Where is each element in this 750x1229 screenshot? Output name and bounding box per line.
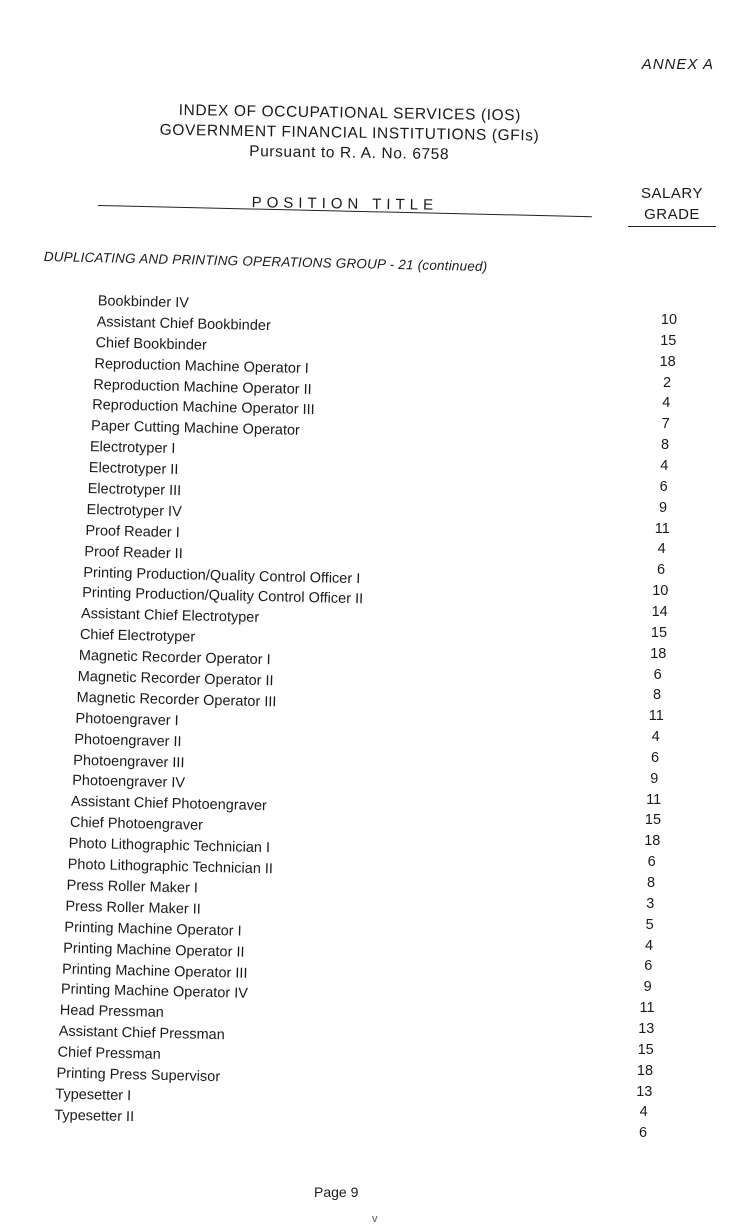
position-name: Magnetic Recorder Operator I bbox=[78, 648, 271, 669]
position-name: Proof Reader II bbox=[84, 543, 183, 562]
position-name: Assistant Chief Pressman bbox=[58, 1023, 225, 1044]
salary-grade-rule bbox=[628, 226, 716, 227]
salary-grade-value: 6 bbox=[638, 1125, 648, 1142]
salary-grade-value: 13 bbox=[638, 1020, 655, 1037]
position-name: Chief Pressman bbox=[57, 1044, 161, 1063]
salary-grade-heading bbox=[628, 183, 716, 225]
position-name: Paper Cutting Machine Operator bbox=[90, 418, 301, 440]
position-title-heading: POSITION TITLE bbox=[251, 194, 439, 214]
salary-grade-value: 15 bbox=[637, 1041, 654, 1058]
position-name: Photoengraver II bbox=[74, 731, 182, 750]
position-name: Printing Press Supervisor bbox=[56, 1065, 221, 1086]
salary-grade-value: 13 bbox=[636, 1083, 653, 1100]
salary-grade-value: 15 bbox=[650, 624, 668, 641]
position-name: Electrotyper III bbox=[87, 481, 182, 500]
position-name: Reproduction Machine Operator III bbox=[92, 397, 315, 419]
position-name: Reproduction Machine Operator I bbox=[94, 355, 309, 377]
salary-grade-value: 4 bbox=[657, 541, 666, 558]
header-line-2: GOVERNMENT FINANCIAL INSTITUTIONS (GFIs) bbox=[159, 121, 540, 145]
position-name: Chief Electrotyper bbox=[79, 627, 196, 646]
salary-grade-value: 9 bbox=[650, 770, 659, 787]
salary-grade-value: 3 bbox=[646, 895, 655, 912]
position-name: Photo Lithographic Technician II bbox=[67, 856, 274, 878]
header-line-1: INDEX OF OCCUPATIONAL SERVICES (IOS) bbox=[178, 101, 522, 125]
salary-grade-value: 6 bbox=[659, 478, 668, 495]
salary-grade-value: 6 bbox=[653, 666, 662, 683]
position-name: Printing Machine Operator II bbox=[63, 940, 245, 961]
salary-grade-value: 18 bbox=[650, 645, 667, 662]
document-header bbox=[119, 100, 580, 167]
salary-grade-value: 11 bbox=[654, 520, 670, 537]
header-line-3: Pursuant to R. A. No. 6758 bbox=[249, 143, 450, 164]
position-name: Reproduction Machine Operator II bbox=[93, 376, 312, 398]
position-name: Chief Photoengraver bbox=[69, 814, 204, 835]
salary-grade-value: 2 bbox=[662, 374, 672, 391]
salary-grade-value: 18 bbox=[644, 833, 661, 850]
position-name: Typesetter II bbox=[54, 1107, 135, 1125]
position-name: Electrotyper I bbox=[89, 439, 176, 458]
position-name: Bookbinder IV bbox=[97, 293, 190, 312]
position-name: Proof Reader I bbox=[85, 522, 180, 541]
salary-grade-value: 6 bbox=[650, 749, 660, 766]
salary-grade-value: 6 bbox=[647, 854, 656, 871]
annex-label: ANNEX A bbox=[641, 56, 714, 73]
page-number: Page 9 bbox=[314, 1184, 359, 1200]
position-name: Photoengraver III bbox=[73, 752, 185, 771]
position-name: Typesetter I bbox=[55, 1086, 132, 1105]
salary-grade-value: 15 bbox=[660, 332, 677, 349]
salary-grade-value: 10 bbox=[660, 312, 678, 328]
position-name: Electrotyper IV bbox=[86, 501, 182, 521]
salary-grade-value: 9 bbox=[658, 499, 668, 516]
position-name: Magnetic Recorder Operator III bbox=[76, 689, 277, 711]
salary-grade-value: 7 bbox=[661, 416, 670, 433]
position-name: Assistant Chief Electrotyper bbox=[80, 606, 260, 627]
salary-grade-value: 4 bbox=[662, 395, 671, 412]
salary-grade-value: 4 bbox=[639, 1104, 648, 1121]
salary-grade-value: 8 bbox=[652, 687, 662, 704]
group-heading: DUPLICATING AND PRINTING OPERATIONS GROUP - 21 (continued) bbox=[43, 249, 488, 275]
salary-grade-value: 4 bbox=[651, 729, 660, 745]
position-name: Printing Machine Operator IV bbox=[60, 981, 249, 1003]
salary-grade-value: 9 bbox=[643, 979, 652, 996]
position-name: Press Roller Maker II bbox=[65, 898, 201, 918]
salary-grade-value: 11 bbox=[639, 1000, 655, 1017]
salary-grade-value: 4 bbox=[660, 458, 669, 474]
salary-grade-value: 8 bbox=[646, 875, 656, 891]
salary-heading-line-2: GRADE bbox=[644, 206, 700, 223]
salary-grade-value: 6 bbox=[656, 562, 666, 579]
position-name: Printing Machine Operator III bbox=[61, 961, 248, 982]
salary-grade-value: 11 bbox=[646, 791, 662, 808]
position-name: Printing Production/Quality Control Officer I bbox=[83, 564, 361, 587]
position-name: Printing Machine Operator I bbox=[64, 919, 242, 940]
salary-heading-line-1: SALARY bbox=[641, 185, 703, 202]
position-name: Magnetic Recorder Operator II bbox=[77, 668, 274, 690]
salary-grade-value: 4 bbox=[644, 937, 654, 954]
salary-grade-value: 8 bbox=[660, 437, 670, 454]
position-name: Chief Bookbinder bbox=[95, 334, 207, 354]
position-name: Head Pressman bbox=[59, 1002, 164, 1022]
salary-grade-value: 11 bbox=[648, 708, 664, 725]
salary-grade-value: 18 bbox=[636, 1062, 654, 1079]
salary-grade-value: 5 bbox=[645, 916, 654, 933]
footer-mark: v bbox=[372, 1213, 378, 1225]
salary-grade-value: 15 bbox=[644, 812, 662, 829]
salary-grade-value: 10 bbox=[652, 583, 669, 600]
salary-grade-value: 14 bbox=[651, 603, 668, 620]
position-name: Assistant Chief Bookbinder bbox=[96, 314, 271, 335]
position-name: Electrotyper II bbox=[88, 460, 179, 479]
position-name: Photoengraver IV bbox=[72, 773, 186, 792]
position-name: Assistant Chief Photoengraver bbox=[70, 794, 268, 815]
salary-grade-value: 18 bbox=[659, 353, 676, 370]
position-name: Photo Lithographic Technician I bbox=[68, 835, 271, 857]
position-name: Press Roller Maker I bbox=[66, 877, 199, 897]
position-name: Printing Production/Quality Control Officer II bbox=[81, 585, 364, 608]
position-name: Photoengraver I bbox=[75, 710, 179, 729]
salary-grade-value: 6 bbox=[644, 958, 653, 975]
